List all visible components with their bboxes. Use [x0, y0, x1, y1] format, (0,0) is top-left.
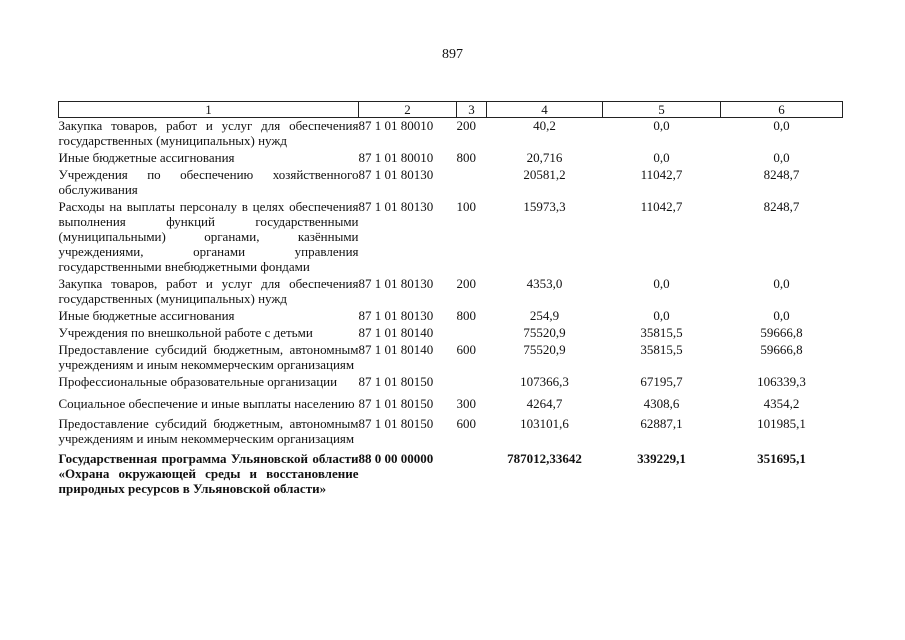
- row-expense-type: 600: [456, 342, 476, 357]
- row-expense-type: 800: [456, 308, 476, 323]
- row-code: 87 1 01 80130: [358, 199, 434, 214]
- header-col-6: 6: [721, 102, 843, 118]
- row-value-col6: 101985,1: [757, 416, 806, 431]
- row-value-col5: 0,0: [653, 150, 670, 165]
- row-value-col6: 59666,8: [760, 342, 803, 357]
- row-value-col4: 107366,3: [520, 374, 569, 389]
- row-name: Предоставление субсидий бюджетным, автономным учреждениям и иным некоммерческим организациям: [58, 342, 359, 372]
- row-code: 87 1 01 80140: [358, 325, 434, 340]
- row-value-col6: 0,0: [773, 308, 790, 323]
- row-expense-type: [457, 374, 487, 396]
- table-row: [59, 342, 843, 374]
- row-value-col4: 15973,3: [523, 199, 566, 214]
- row-value-col6: 106339,3: [757, 374, 806, 389]
- header-col-3: 3: [457, 102, 487, 118]
- row-code: 87 1 01 80010: [358, 150, 434, 165]
- table-row: [59, 118, 843, 151]
- row-value-col5: 67195,7: [640, 374, 683, 389]
- row-value-col6: 351695,1: [757, 451, 806, 466]
- row-value-col5: 0,0: [653, 308, 670, 323]
- row-expense-type: [457, 167, 487, 199]
- row-expense-type: 600: [456, 416, 476, 431]
- row-code: 88 0 00 00000: [358, 451, 434, 466]
- row-value-col5: 0,0: [653, 118, 670, 133]
- row-value-col4: 4264,7: [526, 396, 563, 411]
- row-name: Профессиональные образовательные организации: [58, 374, 338, 389]
- row-expense-type: 800: [456, 150, 476, 165]
- row-value-col4: 103101,6: [520, 416, 569, 431]
- header-col-2: 2: [359, 102, 457, 118]
- table-row: [59, 150, 843, 167]
- row-value-col5: 11042,7: [640, 167, 683, 182]
- row-name: Социальное обеспечение и иные выплаты населению: [58, 396, 355, 411]
- row-value-col5: 4308,6: [643, 396, 680, 411]
- header-col-1: 1: [59, 102, 359, 118]
- row-value-col6: 8248,7: [763, 167, 800, 182]
- row-name: Иные бюджетные ассигнования: [58, 150, 235, 165]
- row-expense-type: 200: [456, 118, 476, 133]
- row-expense-type: 200: [456, 276, 476, 291]
- row-name: Государственная программа Ульяновской области «Охрана окружающей среды и восстановление природных ресурсов в Ульяновской области»: [58, 451, 359, 496]
- row-value-col5: 339229,1: [637, 451, 686, 466]
- table-row: [59, 167, 843, 199]
- row-value-col6: 0,0: [773, 118, 790, 133]
- row-value-col5: 11042,7: [640, 199, 683, 214]
- row-value-col6: 59666,8: [760, 325, 803, 340]
- table-row: [59, 416, 843, 451]
- row-code: 87 1 01 80130: [358, 308, 434, 323]
- page-number: 897: [442, 47, 463, 62]
- table-body: [59, 118, 843, 503]
- row-name: Закупка товаров, работ и услуг для обеспечения государственных (муниципальных) нужд: [58, 118, 359, 148]
- budget-table: [58, 101, 843, 502]
- row-expense-type: [457, 451, 487, 502]
- row-value-col5: 0,0: [653, 276, 670, 291]
- row-code: 87 1 01 80130: [358, 276, 434, 291]
- row-value-col4: 75520,9: [523, 325, 566, 340]
- row-value-col6: 8248,7: [763, 199, 800, 214]
- row-value-col6: 0,0: [773, 150, 790, 165]
- table-row: [59, 396, 843, 416]
- row-value-col6: 0,0: [773, 276, 790, 291]
- row-value-col4: 40,2: [533, 118, 556, 133]
- row-value-col5: 35815,5: [640, 342, 683, 357]
- table-row: [59, 308, 843, 325]
- row-name: Расходы на выплаты персоналу в целях обеспечения выполнения функций государственными (муниципальными) органами, казёнными учреждениями, органами управления государственными внебюджетными фондами: [58, 199, 359, 274]
- row-value-col4: 4353,0: [526, 276, 563, 291]
- header-col-4: 4: [487, 102, 603, 118]
- row-expense-type: 100: [456, 199, 476, 214]
- row-name: Предоставление субсидий бюджетным, автономным учреждениям и иным некоммерческим организациям: [58, 416, 359, 446]
- row-value-col5: 62887,1: [640, 416, 683, 431]
- row-name: Закупка товаров, работ и услуг для обеспечения государственных (муниципальных) нужд: [58, 276, 359, 306]
- row-value-col4: 787012,33642: [507, 451, 582, 466]
- row-name: Учреждения по внешкольной работе с детьми: [58, 325, 313, 340]
- row-code: 87 1 01 80140: [358, 342, 434, 357]
- row-value-col5: 35815,5: [640, 325, 683, 340]
- row-value-col6: 4354,2: [763, 396, 800, 411]
- row-name: Учреждения по обеспечению хозяйственного обслуживания: [58, 167, 359, 197]
- table-row: [59, 325, 843, 342]
- row-expense-type: 300: [456, 396, 476, 411]
- row-code: 87 1 01 80150: [358, 396, 434, 411]
- header-row: [59, 102, 843, 118]
- row-code: 87 1 01 80150: [358, 374, 434, 389]
- table-row: [59, 276, 843, 308]
- row-value-col4: 20,716: [526, 150, 563, 165]
- table-row: [59, 374, 843, 396]
- row-expense-type: [457, 325, 487, 342]
- row-code: 87 1 01 80130: [358, 167, 434, 182]
- row-code: 87 1 01 80010: [358, 118, 434, 133]
- row-value-col4: 254,9: [529, 308, 560, 323]
- table-row: [59, 451, 843, 502]
- row-code: 87 1 01 80150: [358, 416, 434, 431]
- header-col-5: 5: [603, 102, 721, 118]
- row-value-col4: 20581,2: [523, 167, 566, 182]
- table-row: [59, 199, 843, 276]
- row-value-col4: 75520,9: [523, 342, 566, 357]
- row-name: Иные бюджетные ассигнования: [58, 308, 235, 323]
